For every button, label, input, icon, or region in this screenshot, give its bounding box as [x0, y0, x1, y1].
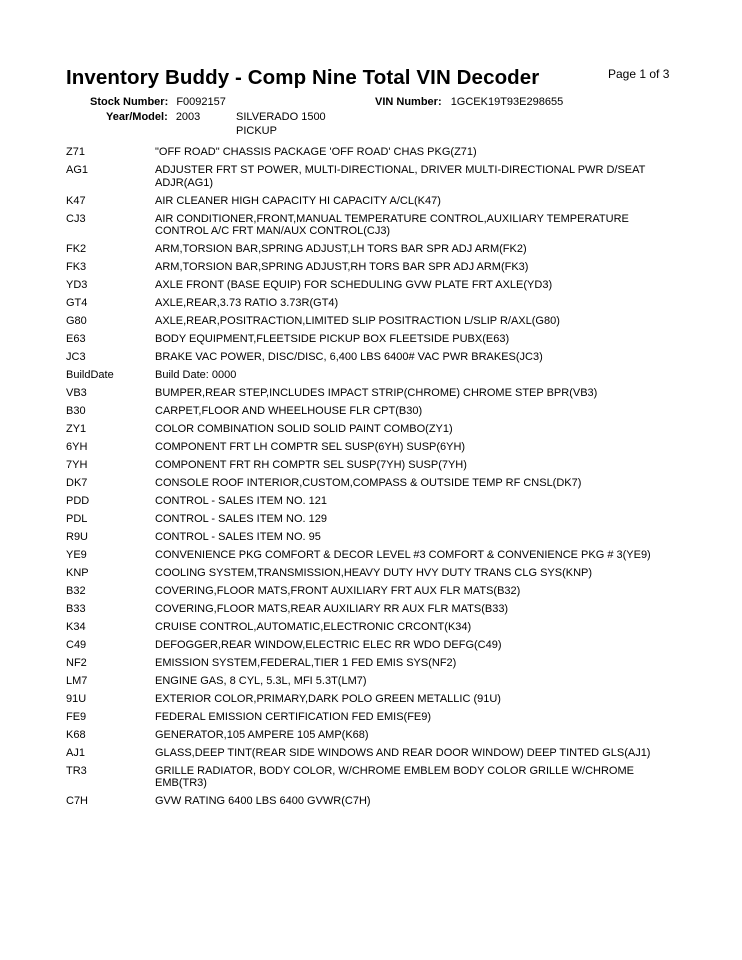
option-row — [66, 675, 666, 688]
option-code: KNP — [66, 566, 89, 579]
option-code: B32 — [66, 584, 86, 597]
option-code: E63 — [66, 333, 86, 346]
option-description: ARM,TORSION BAR,SPRING ADJUST,RH TORS BAR SPR ADJ ARM(FK3) — [155, 261, 529, 274]
option-row — [66, 387, 666, 400]
option-description: ADJUSTER FRT ST POWER, MULTI-DIRECTIONAL, DRIVER MULTI-DIRECTIONAL PWR D/SEAT ADJR(AG1) — [155, 163, 646, 189]
option-description: CONVENIENCE PKG COMFORT & DECOR LEVEL #3 COMFORT & CONVENIENCE PKG # 3(YE9) — [155, 548, 651, 561]
option-code: FE9 — [66, 710, 87, 723]
option-code: JC3 — [66, 351, 86, 364]
option-row — [66, 531, 666, 544]
option-code: GT4 — [66, 297, 88, 310]
option-row — [66, 567, 666, 580]
option-code: FK3 — [66, 261, 87, 274]
option-description: EXTERIOR COLOR,PRIMARY,DARK POLO GREEN METALLIC (91U) — [155, 692, 501, 705]
option-row — [66, 164, 666, 189]
option-code-list — [66, 146, 666, 813]
option-code: R9U — [66, 530, 89, 543]
option-description: CRUISE CONTROL,AUTOMATIC,ELECTRONIC CRCONT(K34) — [155, 620, 472, 633]
option-code: 7YH — [66, 458, 88, 471]
option-row — [66, 621, 666, 634]
option-row — [66, 315, 666, 328]
option-description: COOLING SYSTEM,TRANSMISSION,HEAVY DUTY HVY DUTY TRANS CLG SYS(KNP) — [155, 566, 593, 579]
option-description: AXLE,REAR,3.73 RATIO 3.73R(GT4) — [155, 297, 339, 310]
option-description: COLOR COMBINATION SOLID SOLID PAINT COMBO(ZY1) — [155, 422, 453, 435]
option-code: YD3 — [66, 279, 88, 292]
vin-number-value: 1GCEK19T93E298655 — [450, 96, 564, 108]
option-description: BRAKE VAC POWER, DISC/DISC, 6,400 LBS 6400# VAC PWR BRAKES(JC3) — [155, 351, 543, 364]
option-description: BODY EQUIPMENT,FLEETSIDE PICKUP BOX FLEETSIDE PUBX(E63) — [155, 333, 510, 346]
option-code: AJ1 — [66, 746, 85, 759]
option-code: Z71 — [66, 146, 85, 158]
option-description: AXLE FRONT (BASE EQUIP) FOR SCHEDULING GVW PLATE FRT AXLE(YD3) — [155, 279, 553, 292]
option-code: ZY1 — [66, 422, 87, 435]
option-code: YE9 — [66, 548, 87, 561]
option-description: CONTROL - SALES ITEM NO. 121 — [155, 494, 327, 507]
option-code: K47 — [66, 194, 86, 207]
option-description: BUMPER,REAR STEP,INCLUDES IMPACT STRIP(CHROME) CHROME STEP BPR(VB3) — [155, 387, 598, 399]
stock-number-label: Stock Number: — [90, 96, 169, 108]
option-description: COVERING,FLOOR MATS,REAR AUXILIARY RR AUX FLR MATS(B33) — [155, 602, 509, 615]
option-description: CONTROL - SALES ITEM NO. 95 — [155, 530, 321, 543]
option-row — [66, 603, 666, 616]
option-description: CONSOLE ROOF INTERIOR,CUSTOM,COMPASS & OUTSIDE TEMP RF CNSL(DK7) — [155, 476, 582, 489]
option-code: VB3 — [66, 387, 87, 399]
option-description: FEDERAL EMISSION CERTIFICATION FED EMIS(FE9) — [155, 710, 432, 723]
option-description: COVERING,FLOOR MATS,FRONT AUXILIARY FRT AUX FLR MATS(B32) — [155, 584, 521, 597]
vin-number-label: VIN Number: — [375, 96, 442, 108]
option-code: DK7 — [66, 476, 88, 489]
option-row — [66, 711, 666, 724]
option-code: K68 — [66, 728, 86, 741]
option-row — [66, 765, 666, 790]
option-row — [66, 261, 666, 274]
page-title: Inventory Buddy - Comp Nine Total VIN Decoder — [66, 66, 540, 89]
option-row — [66, 441, 666, 454]
option-description: COMPONENT FRT LH COMPTR SEL SUSP(6YH) SUSP(6YH) — [155, 440, 466, 453]
option-row — [66, 729, 666, 742]
year-model-label: Year/Model: — [106, 111, 168, 123]
option-code: K34 — [66, 620, 86, 633]
option-code: NF2 — [66, 656, 87, 669]
option-row — [66, 477, 666, 490]
option-row — [66, 513, 666, 526]
option-description: AIR CONDITIONER,FRONT,MANUAL TEMPERATURE CONTROL,AUXILIARY TEMPERATURE CONTROL A/C FRT MAN/AUX CONTROL(CJ3) — [155, 212, 629, 238]
option-description: AIR CLEANER HIGH CAPACITY HI CAPACITY A/CL(K47) — [155, 194, 441, 207]
option-row — [66, 423, 666, 436]
option-code: G80 — [66, 315, 87, 328]
option-row — [66, 297, 666, 310]
option-code: TR3 — [66, 764, 87, 777]
option-row — [66, 585, 666, 598]
option-row — [66, 639, 666, 652]
option-row — [66, 279, 666, 292]
option-code: B33 — [66, 602, 86, 615]
option-row — [66, 405, 666, 418]
option-description: GRILLE RADIATOR, BODY COLOR, W/CHROME EMBLEM BODY COLOR GRILLE W/CHROME EMB(TR3) — [155, 764, 634, 790]
option-description: EMISSION SYSTEM,FEDERAL,TIER 1 FED EMIS SYS(NF2) — [155, 656, 457, 669]
option-code: C7H — [66, 795, 89, 808]
option-row — [66, 657, 666, 670]
model-value: SILVERADO 1500 PICKUP — [236, 111, 326, 137]
option-row — [66, 243, 666, 256]
option-code: FK2 — [66, 243, 87, 256]
stock-number — [90, 96, 226, 108]
option-row — [66, 795, 666, 808]
option-row — [66, 747, 666, 760]
option-row — [66, 495, 666, 508]
option-code: 6YH — [66, 440, 88, 453]
year-model — [106, 111, 200, 123]
option-description: GENERATOR,105 AMPERE 105 AMP(K68) — [155, 728, 369, 741]
year-value: 2003 — [175, 111, 201, 123]
option-row — [66, 333, 666, 346]
option-description: GLASS,DEEP TINT(REAR SIDE WINDOWS AND REAR DOOR WINDOW) DEEP TINTED GLS(AJ1) — [155, 746, 651, 759]
option-description: Build Date: 0000 — [155, 369, 237, 382]
option-row — [66, 351, 666, 364]
option-row — [66, 693, 666, 706]
option-description: CARPET,FLOOR AND WHEELHOUSE FLR CPT(B30) — [155, 404, 423, 417]
option-row — [66, 549, 666, 562]
option-description: ARM,TORSION BAR,SPRING ADJUST,LH TORS BAR SPR ADJ ARM(FK2) — [155, 243, 527, 256]
option-row — [66, 459, 666, 472]
option-code: 91U — [66, 692, 87, 705]
option-code: B30 — [66, 404, 86, 417]
option-code: BuildDate — [66, 369, 114, 382]
stock-number-value: F0092157 — [176, 96, 226, 108]
option-row — [66, 195, 666, 208]
option-description: GVW RATING 6400 LBS 6400 GVWR(C7H) — [155, 795, 371, 808]
option-code: AG1 — [66, 163, 89, 176]
option-description: ENGINE GAS, 8 CYL, 5.3L, MFI 5.3T(LM7) — [155, 674, 367, 687]
option-code: C49 — [66, 638, 87, 651]
option-code: CJ3 — [66, 212, 86, 225]
option-code: PDL — [66, 512, 88, 525]
option-description: COMPONENT FRT RH COMPTR SEL SUSP(7YH) SUSP(7YH) — [155, 458, 467, 471]
option-code: LM7 — [66, 674, 88, 687]
option-row — [66, 146, 666, 159]
vin-number — [375, 96, 563, 108]
option-row — [66, 369, 666, 382]
option-code: PDD — [66, 494, 90, 507]
page-number: Page 1 of 3 — [608, 67, 670, 81]
option-description: AXLE,REAR,POSITRACTION,LIMITED SLIP POSITRACTION L/SLIP R/AXL(G80) — [155, 315, 560, 328]
option-description: "OFF ROAD" CHASSIS PACKAGE 'OFF ROAD' CHAS PKG(Z71) — [155, 146, 477, 158]
option-description: CONTROL - SALES ITEM NO. 129 — [155, 512, 327, 525]
option-row — [66, 213, 666, 238]
option-description: DEFOGGER,REAR WINDOW,ELECTRIC ELEC RR WDO DEFG(C49) — [155, 638, 502, 651]
